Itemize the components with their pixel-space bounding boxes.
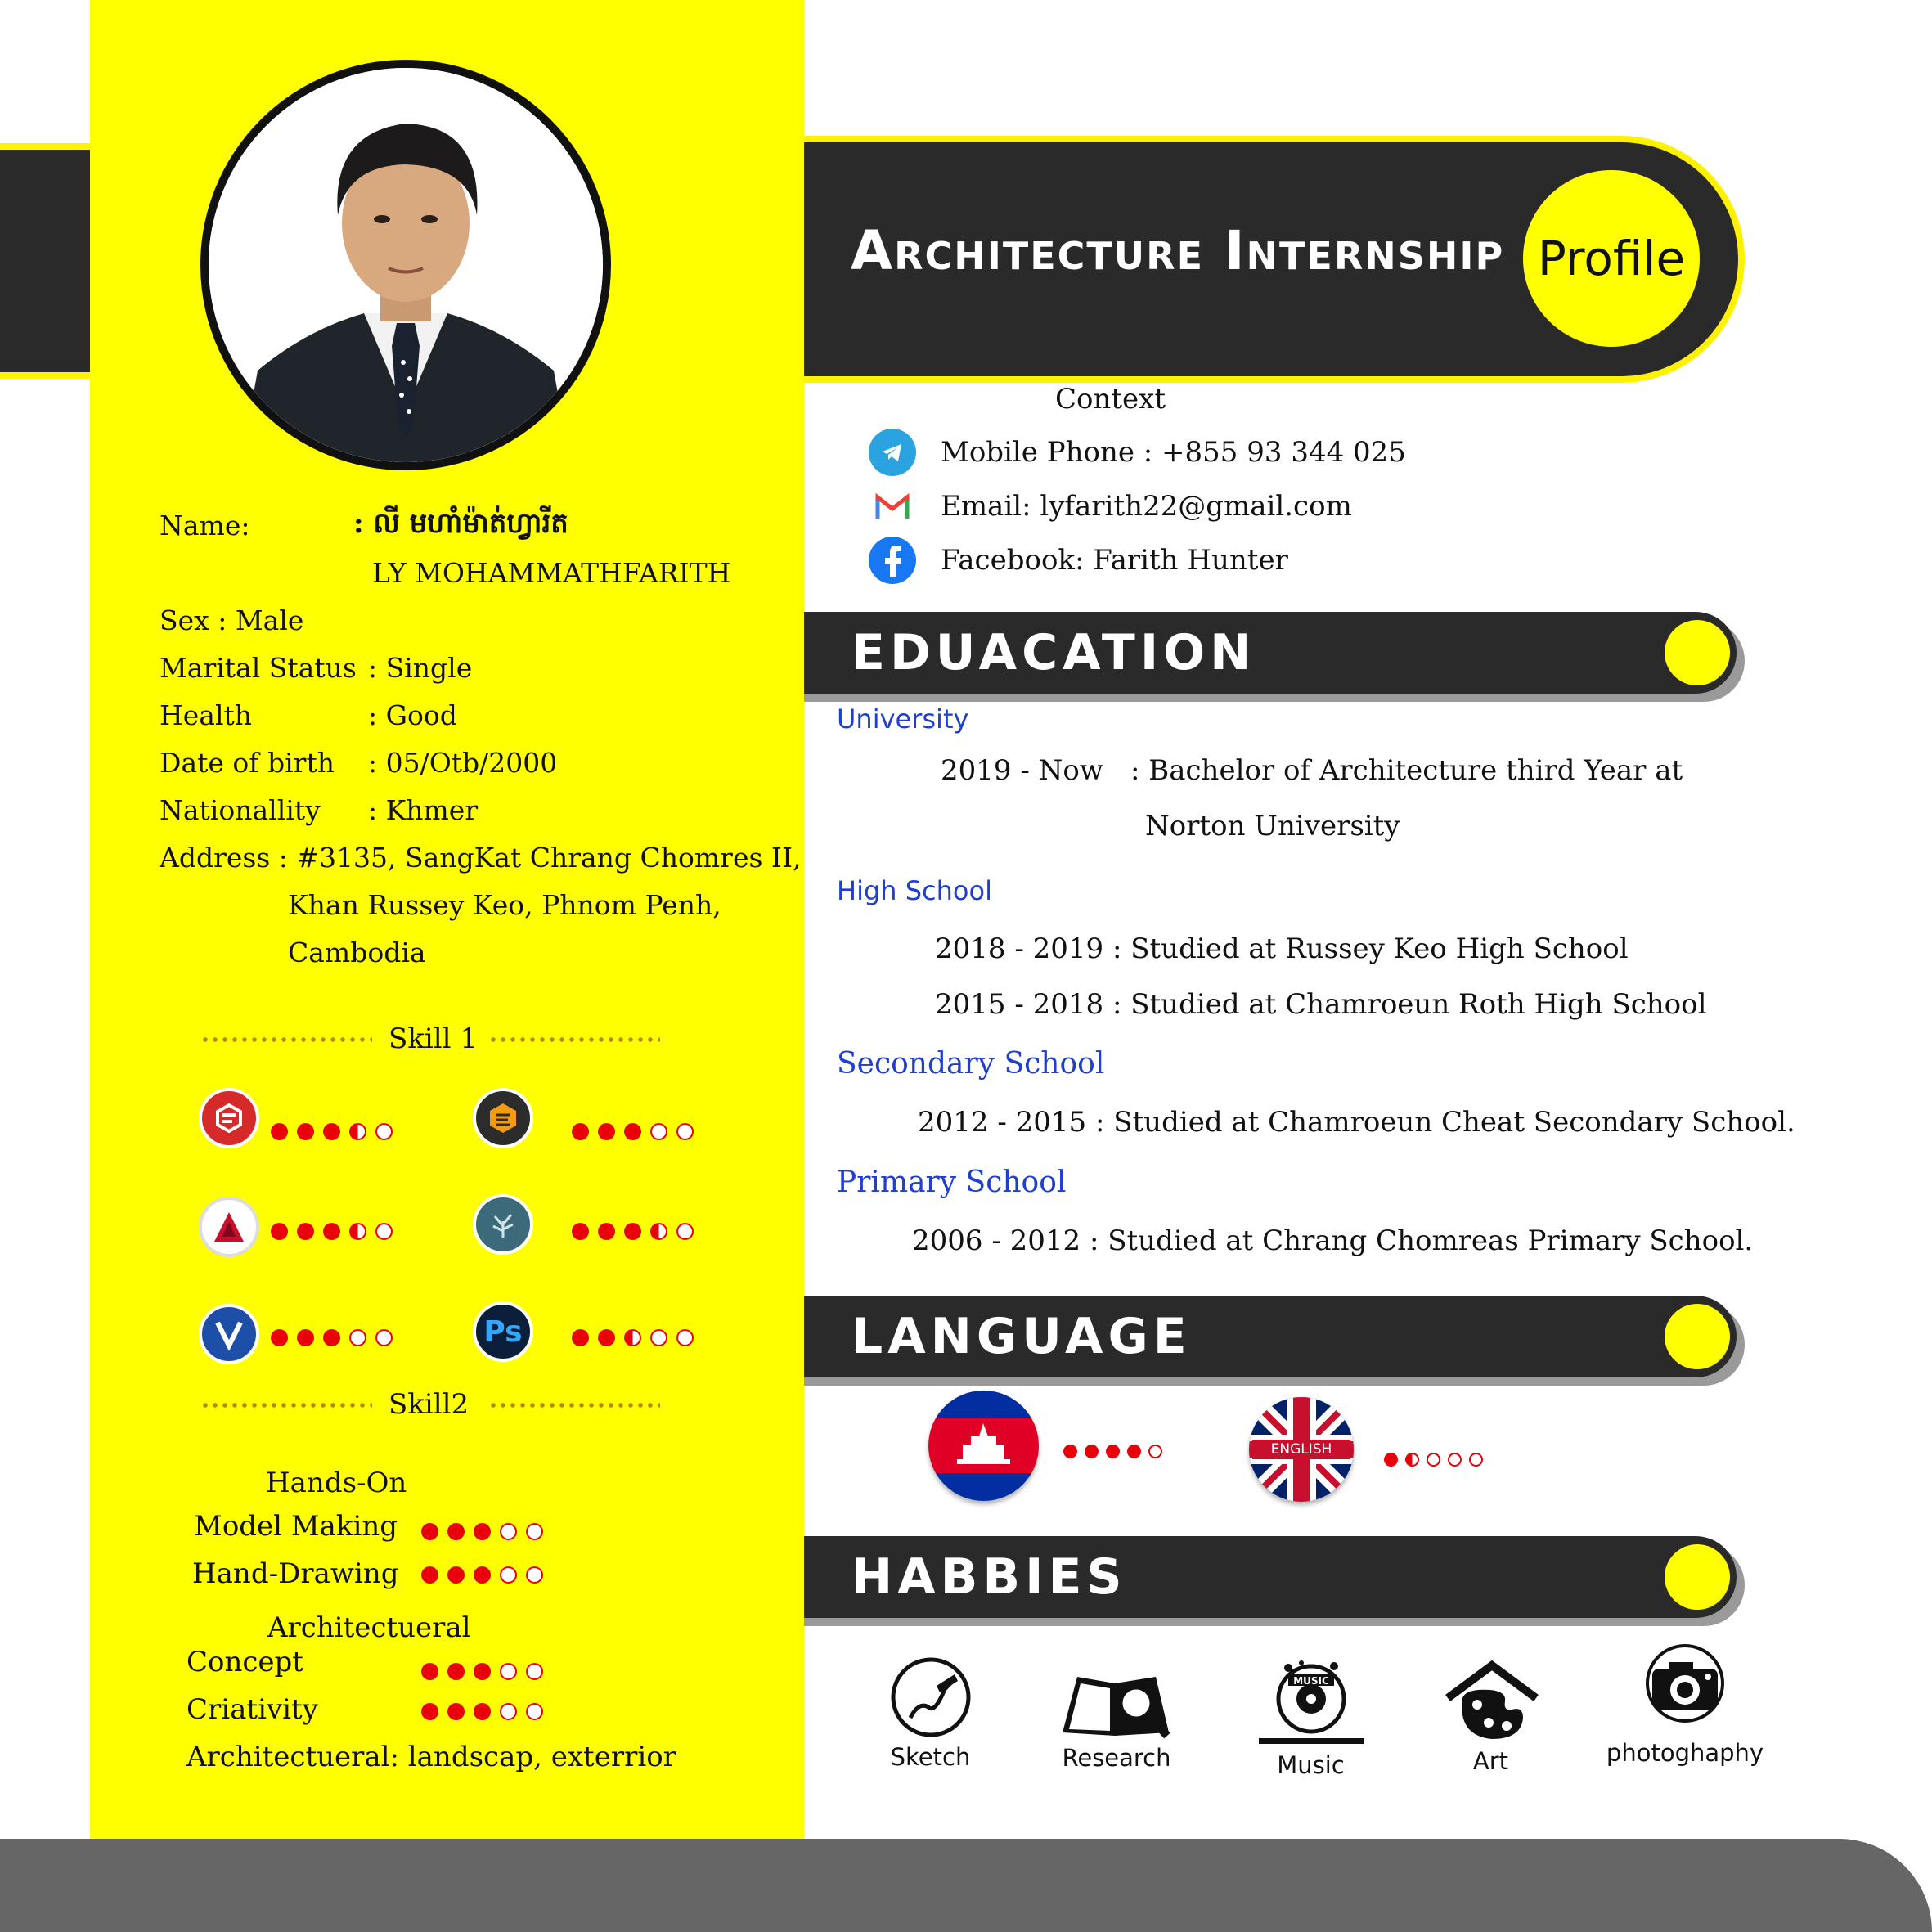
hobbies-title: HABBIES — [851, 1548, 1127, 1606]
language-bar — [804, 1296, 1737, 1377]
divider-dots — [200, 1037, 372, 1042]
sketchup-rating — [271, 1123, 393, 1140]
address-line-2: Khan Russey Keo, Phnom Penh, — [288, 889, 721, 921]
phone-text: Mobile Phone : +855 93 344 025 — [941, 436, 1406, 469]
facebook-link[interactable]: Facebook: Farith Hunter — [941, 544, 1288, 577]
dob-label: Date of birth — [160, 747, 335, 779]
enscape-icon — [473, 1088, 533, 1148]
dob-value: : 05/Otb/2000 — [368, 747, 558, 779]
sketchup-icon — [199, 1088, 259, 1148]
contact-title: Context — [1055, 383, 1166, 416]
gmail-icon — [869, 483, 916, 530]
marital-value: : Single — [368, 652, 473, 684]
architectueral-title: Architectueral — [267, 1611, 471, 1644]
name-label: Name: — [160, 510, 250, 541]
health-label: Health — [160, 699, 253, 731]
hobby-label: Research — [1062, 1744, 1171, 1772]
section-dot — [1665, 1304, 1730, 1369]
enscape-rating — [572, 1123, 694, 1140]
name-latin: LY MOHAMMATHFARITH — [372, 557, 731, 589]
hobby-label: Music — [1277, 1751, 1345, 1779]
left-dark-band — [0, 143, 90, 379]
divider-dots — [200, 1403, 372, 1408]
research-icon — [1058, 1667, 1176, 1739]
hobby-label: photoghaphy — [1606, 1739, 1764, 1767]
hobby-sketch — [883, 1656, 977, 1771]
skill2-heading: Skill2 — [389, 1388, 470, 1421]
photoshop-icon: Ps — [473, 1301, 533, 1362]
autocad-icon — [199, 1197, 259, 1257]
education-bar — [804, 612, 1737, 694]
health-value: : Good — [368, 699, 457, 731]
camera-icon — [1639, 1644, 1731, 1734]
hobby-music — [1251, 1656, 1370, 1779]
photoshop-rating — [572, 1329, 694, 1346]
secondary-school-1: 2012 - 2015 : Studied at Chamroeun Cheat Secondary School. — [918, 1106, 1795, 1139]
english-flag-icon — [1249, 1397, 1354, 1502]
hobby-label: Art — [1472, 1747, 1509, 1775]
high-school-label: High School — [837, 875, 992, 906]
hands-on-title: Hands-On — [266, 1467, 407, 1499]
nationality-value: : Khmer — [368, 794, 479, 826]
hand-drawing-rating — [421, 1566, 543, 1584]
sex-field: Sex : Male — [160, 604, 304, 636]
hobby-art — [1440, 1660, 1542, 1775]
language-title: LANGUAGE — [851, 1308, 1192, 1365]
contact-facebook-row — [869, 537, 1288, 584]
vray-icon — [199, 1304, 259, 1364]
telegram-icon — [869, 429, 916, 476]
english-flag-label: ENGLISH — [1270, 1441, 1332, 1458]
concept-rating — [421, 1663, 543, 1680]
page-title: Architecture Internship — [851, 219, 1505, 282]
hand-drawing-label: Hand-Drawing — [192, 1557, 399, 1590]
hobby-label: Sketch — [890, 1743, 971, 1771]
concept-label: Concept — [186, 1646, 303, 1678]
contact-email-row — [869, 483, 1352, 530]
hobbies-bar — [804, 1536, 1737, 1618]
avatar — [200, 60, 611, 470]
english-rating — [1384, 1453, 1483, 1467]
address-line-1: Address : #3135, SangKat Chrang Chomres II, — [160, 842, 802, 874]
name-khmer: : លី មហាំម៉ាត់ហ្វារីត — [353, 507, 568, 540]
criativity-label: Criativity — [186, 1693, 318, 1726]
skill1-heading: Skill 1 — [389, 1022, 478, 1055]
profile-badge: Profile — [1523, 170, 1700, 347]
section-dot — [1665, 1544, 1730, 1610]
uni-line-1: : Bachelor of Architecture third Year at — [1130, 754, 1683, 787]
divider-dots — [488, 1037, 660, 1042]
marital-label: Marital Status — [160, 652, 357, 684]
sketch-icon — [886, 1656, 976, 1738]
vray-rating — [271, 1329, 393, 1346]
bottom-band — [0, 1839, 1932, 1932]
khmer-rating — [1063, 1445, 1162, 1458]
svg-text:MUSIC: MUSIC — [1292, 1675, 1329, 1687]
address-line-3: Cambodia — [288, 937, 426, 968]
khmer-flag-icon — [928, 1391, 1039, 1501]
hobby-research — [1055, 1667, 1178, 1772]
primary-school-1: 2006 - 2012 : Studied at Chrang Chomreas Primary School. — [912, 1224, 1754, 1257]
criativity-rating — [421, 1703, 543, 1720]
primary-school-label: Primary School — [837, 1166, 1067, 1199]
uni-line-2: Norton University — [1145, 810, 1400, 842]
section-dot — [1665, 620, 1730, 685]
email-link[interactable]: Email: lyfarith22@gmail.com — [941, 490, 1352, 523]
hobby-photography — [1591, 1644, 1779, 1767]
art-icon — [1441, 1660, 1541, 1742]
model-making-label: Model Making — [194, 1510, 398, 1543]
music-icon — [1254, 1656, 1368, 1746]
university-label: University — [837, 703, 969, 735]
education-title: EDUACATION — [851, 624, 1256, 681]
facebook-icon — [869, 537, 916, 584]
high-school-2: 2015 - 2018 : Studied at Chamroeun Roth High School — [935, 988, 1707, 1021]
autocad-rating — [271, 1223, 393, 1240]
nationality-label: Nationallity — [160, 794, 321, 826]
architectueral-focus: Architectueral: landscap, exterrior — [186, 1741, 676, 1773]
divider-dots — [488, 1403, 660, 1408]
contact-phone-row — [869, 429, 1406, 476]
model-making-rating — [421, 1523, 543, 1540]
lumion-rating — [572, 1223, 694, 1240]
high-school-1: 2018 - 2019 : Studied at Russey Keo High School — [935, 932, 1629, 965]
portrait-illustration — [209, 68, 603, 462]
uni-years: 2019 - Now — [941, 754, 1103, 787]
lumion-icon — [473, 1194, 533, 1255]
secondary-school-label: Secondary School — [837, 1047, 1105, 1081]
